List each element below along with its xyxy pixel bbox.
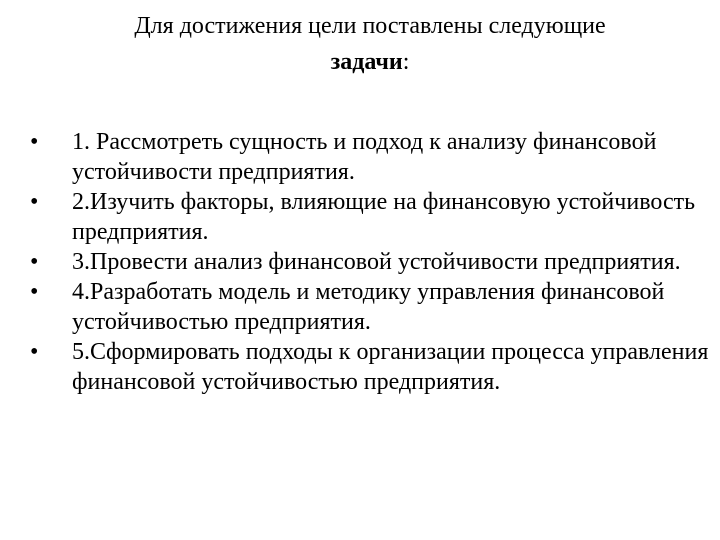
title-bold-word: задачи (330, 49, 403, 75)
title-line-2 (40, 44, 700, 80)
slide-title (40, 8, 700, 80)
bullet-icon: • (30, 189, 39, 215)
list-item-text: 2.Изучить факторы, влияющие на финансовую устойчивость предприятия. (72, 189, 696, 245)
title-colon: : (402, 49, 410, 75)
list-item-text: 4.Разработать модель и методику управления финансовой устойчивостью предприятия. (72, 279, 665, 335)
list-item (30, 247, 710, 277)
list-item-text: 1. Рассмотреть сущность и подход к анализу финансовой устойчивости предприятия. (72, 129, 657, 185)
list-item (30, 337, 710, 397)
list-item (30, 127, 710, 187)
bullet-icon: • (30, 339, 39, 365)
list-item-text: 3.Провести анализ финансовой устойчивости предприятия. (72, 249, 681, 275)
task-list (30, 127, 710, 397)
bullet-icon: • (30, 279, 39, 305)
title-line-1: Для достижения цели поставлены следующие (134, 13, 606, 39)
list-item (30, 187, 710, 247)
bullet-icon: • (30, 129, 39, 155)
bullet-icon: • (30, 249, 39, 275)
list-item-text: 5.Сформировать подходы к организации процесса управления финансовой устойчивостью предприятия. (72, 339, 709, 395)
list-item (30, 277, 710, 337)
